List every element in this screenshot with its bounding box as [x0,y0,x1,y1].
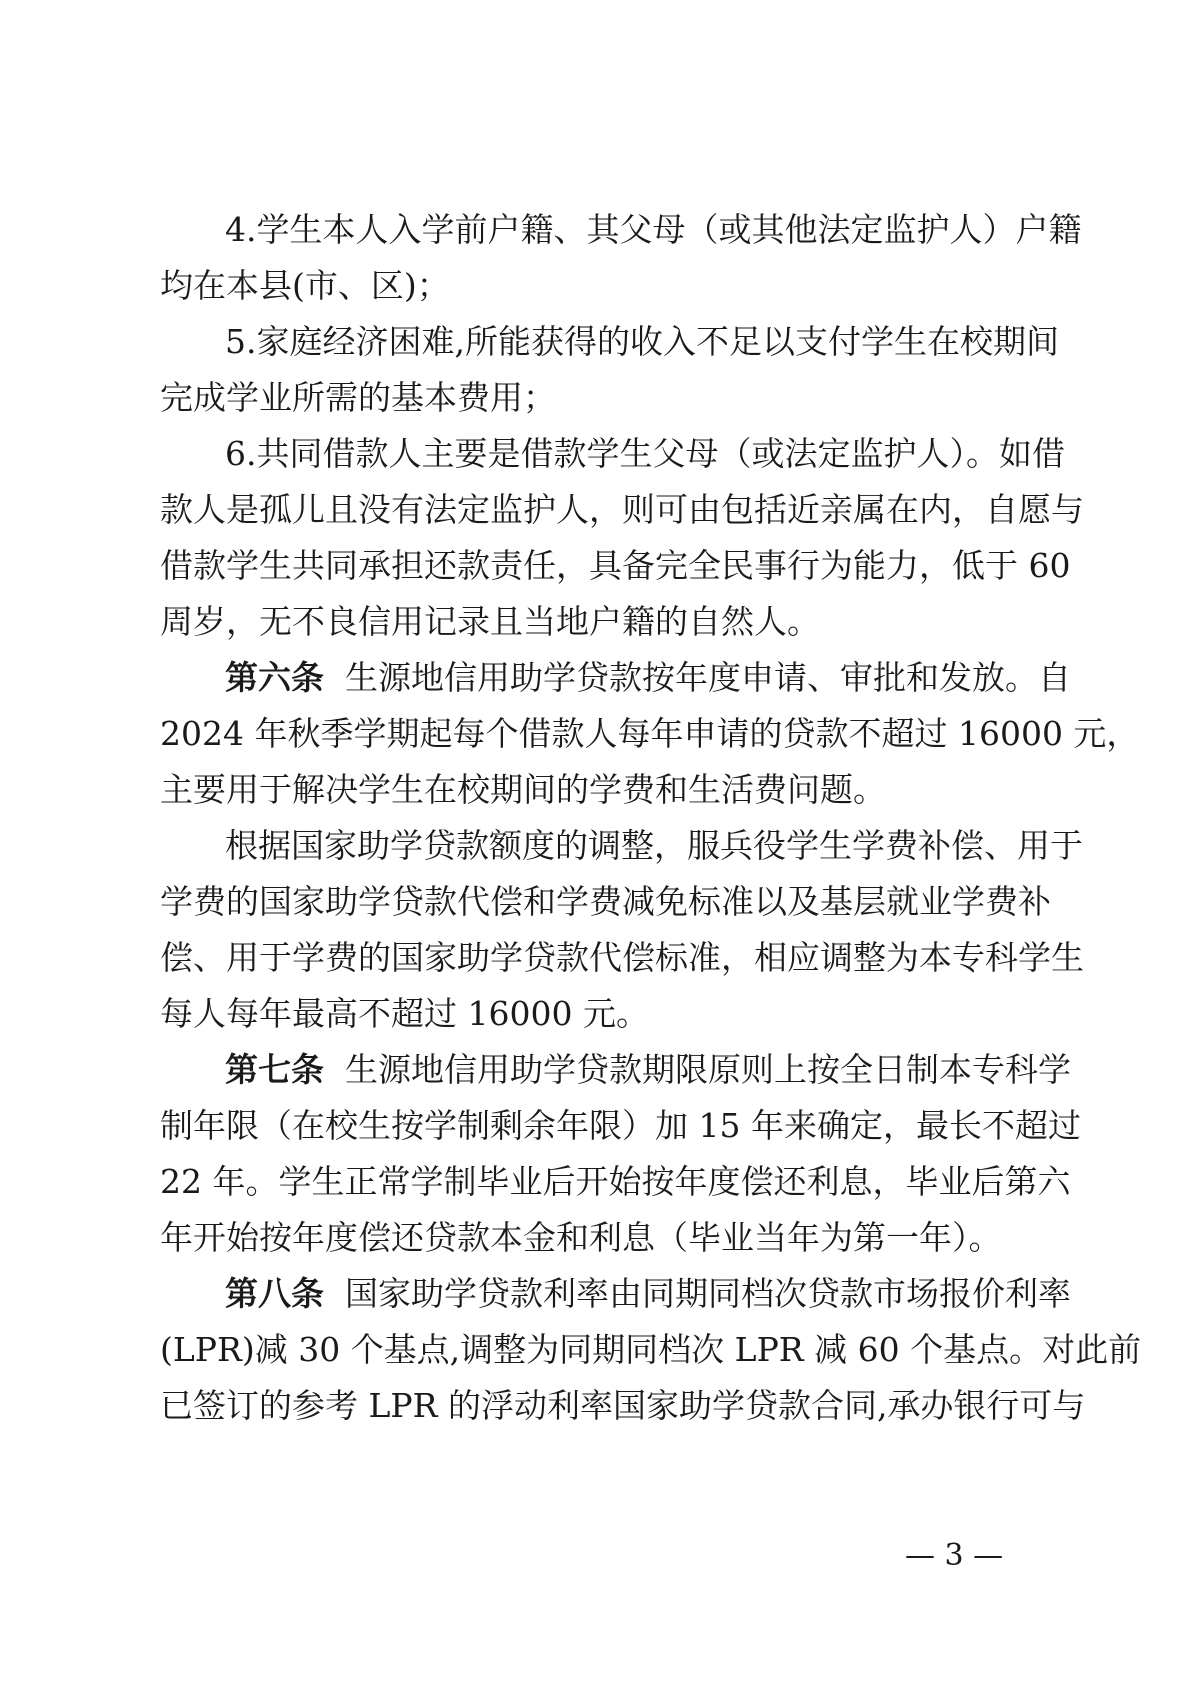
article-6-heading: 第六条 [225,658,324,697]
article-6-line-3: 主要用于解决学生在校期间的学费和生活费问题。 [160,770,886,809]
adjustment-line-2: 学费的国家助学贷款代偿和学费减免标准以及基层就业学费补 [160,882,1051,921]
paragraph-6-line-3: 借款学生共同承担还款责任，具备完全民事行为能力，低于 60 [160,546,1071,585]
page-number: — 3 — [905,1538,1004,1573]
paragraph-4-line-2: 均在本县(市、区)； [160,266,450,305]
article-7-line-3: 22 年。学生正常学制毕业后开始按年度偿还利息，毕业后第六 [160,1162,1071,1201]
paragraph-4-line-1: 4.学生本人入学前户籍、其父母（或其他法定监护人）户籍 [225,210,1082,249]
article-8-line-2: (LPR)减 30 个基点,调整为同期同档次 LPR 减 60 个基点。对此前 [160,1330,1142,1369]
adjustment-line-3: 偿、用于学费的国家助学贷款代偿标准，相应调整为本专科学生 [160,938,1084,977]
article-8-line-1-text: 国家助学贷款利率由同期同档次贷款市场报价利率 [344,1274,1071,1313]
paragraph-5-line-2: 完成学业所需的基本费用； [160,378,556,417]
article-7-line-1 [225,1050,1071,1090]
paragraph-6-line-1: 6.共同借款人主要是借款学生父母（或法定监护人）。如借 [225,434,1065,473]
article-8-line-3: 已签订的参考 LPR 的浮动利率国家助学贷款合同,承办银行可与 [160,1386,1086,1425]
article-8-gap [324,1274,345,1313]
paragraph-5-line-1: 5.家庭经济困难,所能获得的收入不足以支付学生在校期间 [225,322,1059,361]
paragraph-6-line-2: 款人是孤儿且没有法定监护人，则可由包括近亲属在内，自愿与 [160,490,1084,529]
article-6-line-2: 2024 年秋季学期起每个借款人每年申请的贷款不超过 16000 元， [160,714,1140,753]
article-7-line-2: 制年限（在校生按学制剩余年限）加 15 年来确定，最长不超过 [160,1106,1081,1145]
article-6-gap [324,658,345,697]
article-6-line-1 [225,658,1071,698]
adjustment-line-1: 根据国家助学贷款额度的调整，服兵役学生学费补偿、用于 [225,826,1083,865]
article-6-line-1-text: 生源地信用助学贷款按年度申请、审批和发放。自 [344,658,1071,697]
article-7-line-4: 年开始按年度偿还贷款本金和利息（毕业当年为第一年）。 [160,1218,1002,1257]
article-8-line-1 [225,1274,1071,1314]
article-8-heading: 第八条 [225,1274,324,1313]
article-7-line-1-text: 生源地信用助学贷款期限原则上按全日制本专科学 [344,1050,1071,1089]
article-7-heading: 第七条 [225,1050,324,1089]
adjustment-line-4: 每人每年最高不超过 16000 元。 [160,994,649,1033]
paragraph-6-line-4: 周岁，无不良信用记录且当地户籍的自然人。 [160,602,820,641]
article-7-gap [324,1050,345,1089]
